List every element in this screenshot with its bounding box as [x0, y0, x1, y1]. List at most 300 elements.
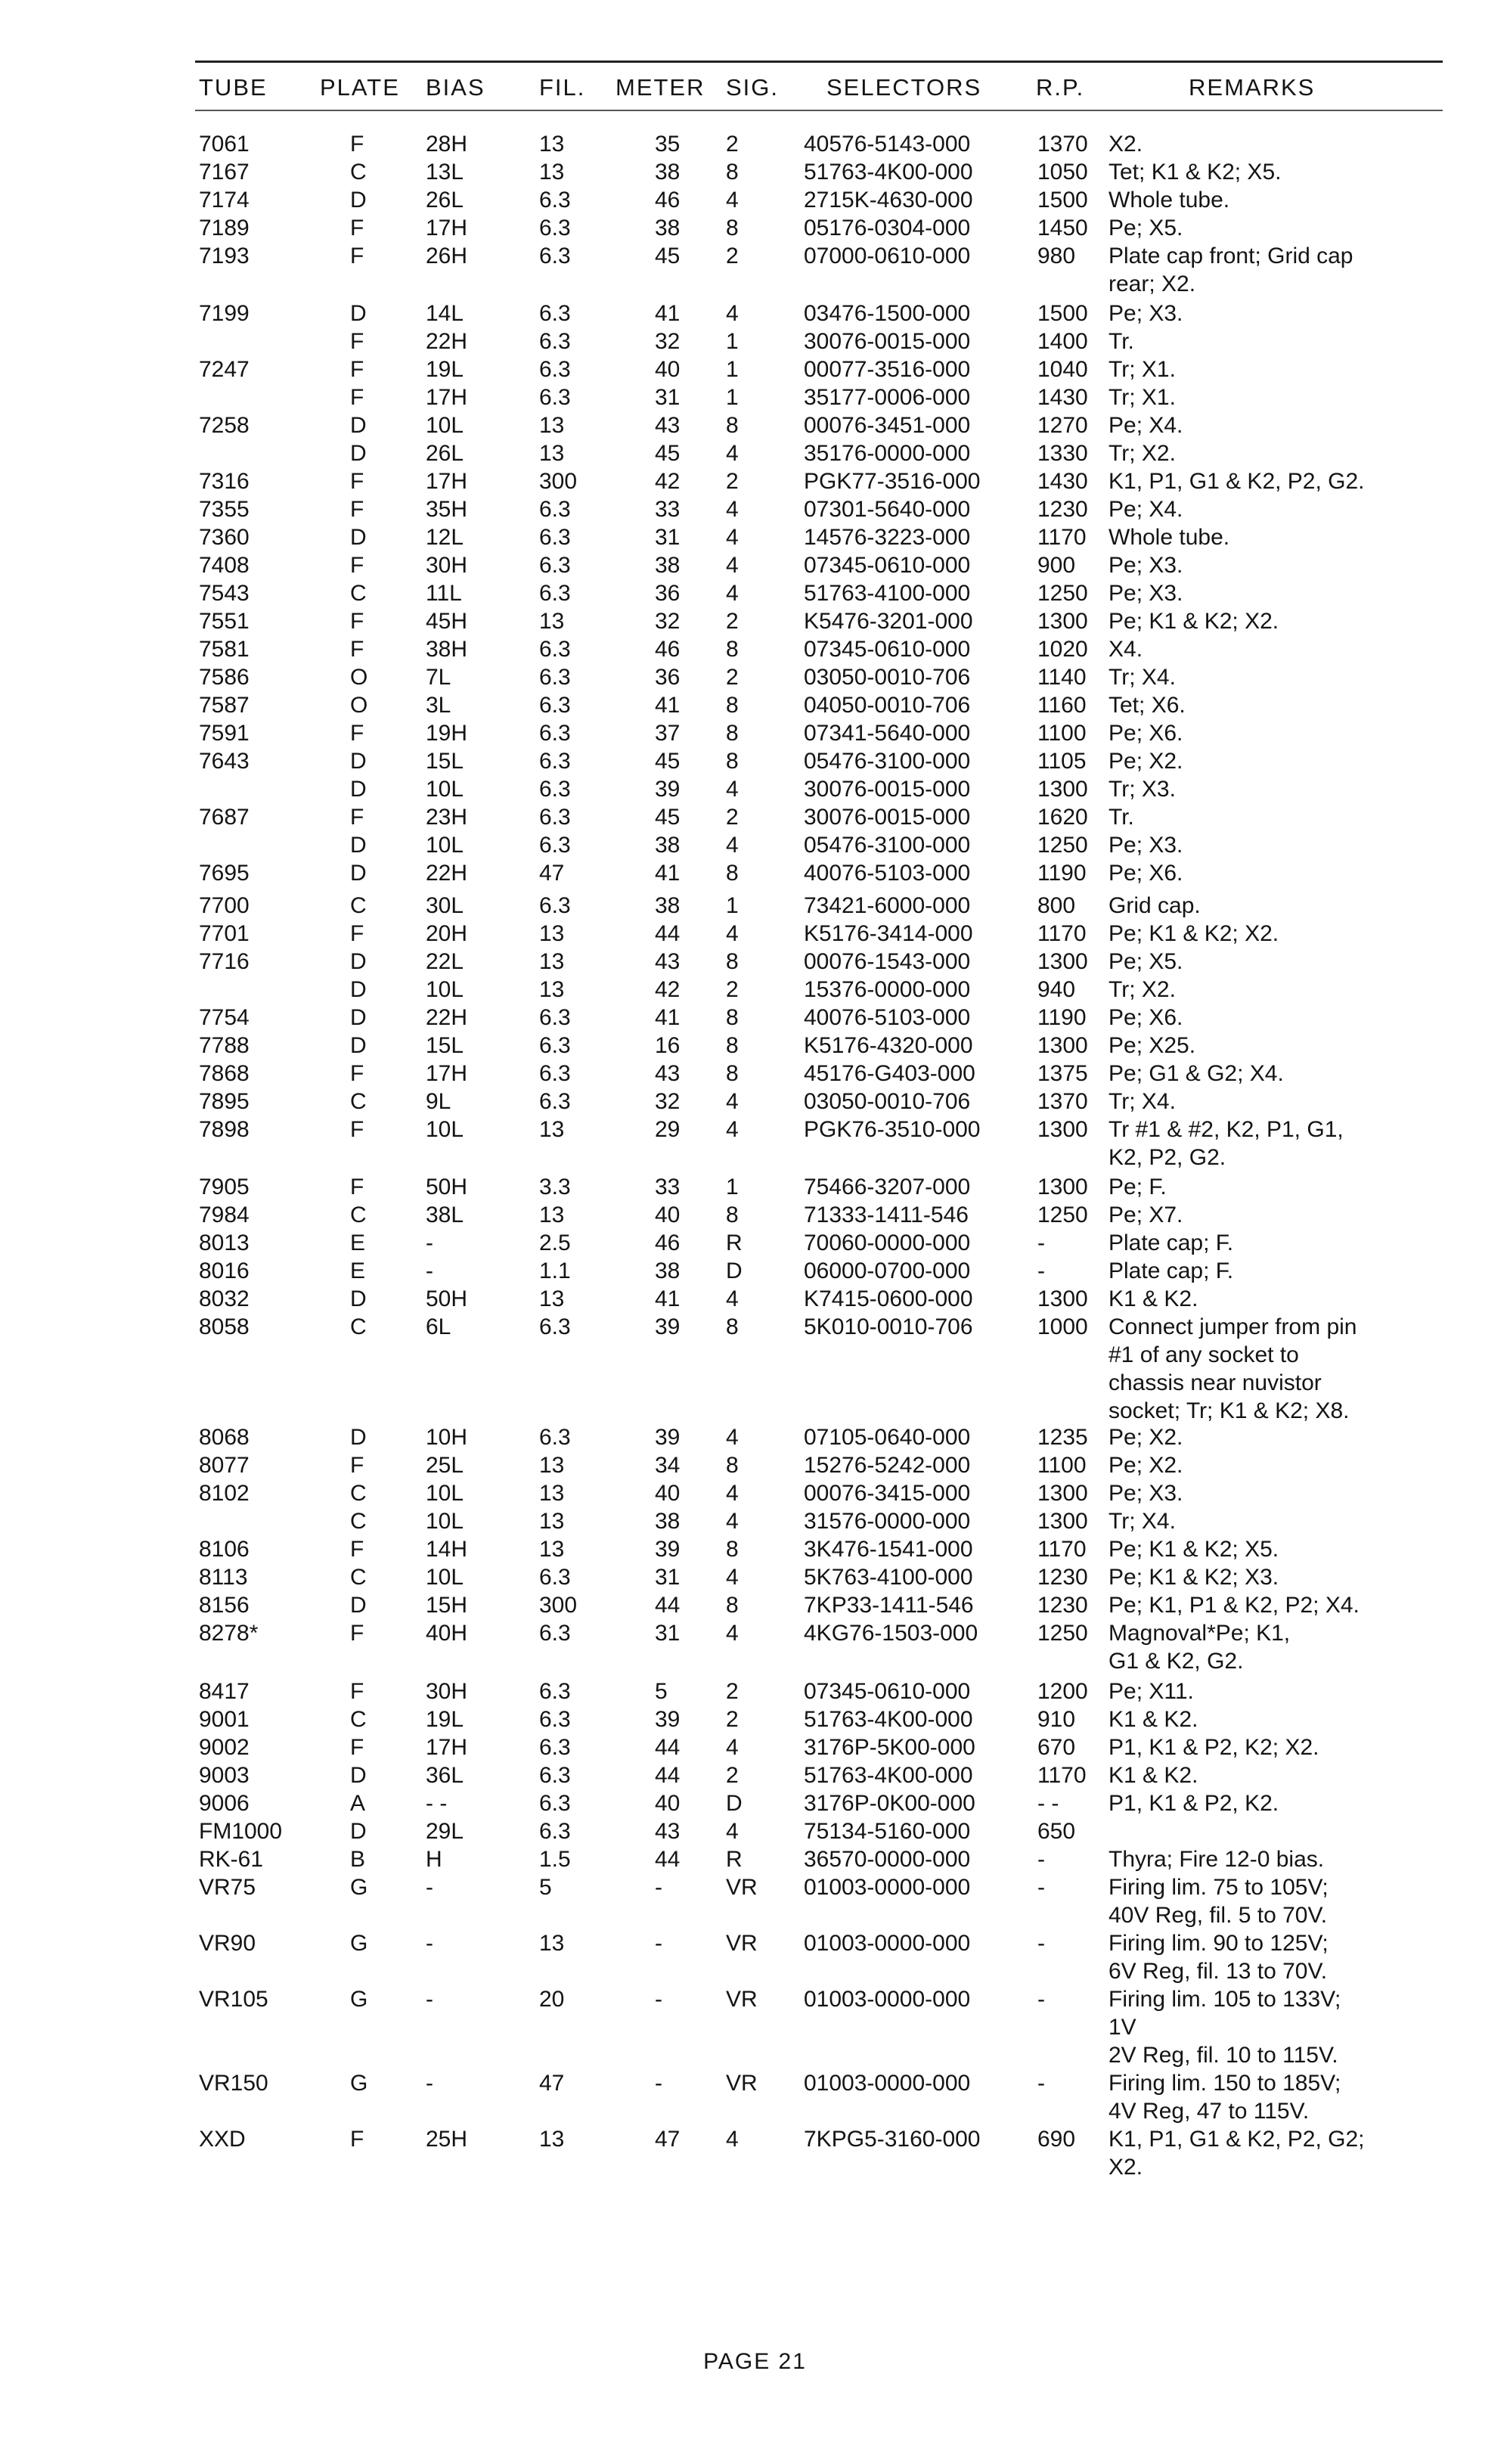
sig-cell: 8: [726, 1005, 739, 1030]
remarks-cell: [1108, 1004, 1183, 1032]
table-row: [0, 467, 1510, 495]
remarks-cell: [1108, 299, 1183, 327]
remarks-line: K1 & K2.: [1108, 1763, 1198, 1788]
meter-cell: 39: [655, 1314, 681, 1339]
tube-cell: 7643: [199, 749, 250, 774]
rp-cell: 1375: [1037, 1061, 1088, 1086]
fil-cell: 300: [539, 1593, 578, 1618]
meter-cell: 44: [655, 1847, 681, 1872]
fil-cell: 6.3: [539, 777, 571, 802]
remarks-line: X2.: [1108, 2155, 1143, 2180]
table-row: [0, 1929, 1510, 1984]
sig-cell: 2: [726, 244, 739, 268]
sig-cell: 8: [726, 216, 739, 241]
meter-cell: 42: [655, 469, 681, 494]
fil-cell: 6.3: [539, 301, 571, 326]
remarks-line: Whole tube.: [1108, 188, 1230, 213]
sig-cell: 8: [726, 1203, 739, 1227]
selectors-cell: 40076-5103-000: [804, 1005, 971, 1030]
sig-cell: 1: [726, 357, 739, 382]
rp-cell: 1300: [1037, 1481, 1088, 1506]
remarks-line: Pe; X5.: [1108, 216, 1183, 241]
remarks-line: 4V Reg, 47 to 115V.: [1108, 2099, 1310, 2124]
table-row: [0, 859, 1510, 887]
fil-cell: 13: [539, 1509, 565, 1534]
column-header-meter: METER: [615, 74, 705, 101]
table-row: [0, 1229, 1510, 1257]
fil-cell: 6.3: [539, 637, 571, 662]
sig-cell: D: [726, 1791, 743, 1816]
bias-cell: 45H: [426, 609, 468, 634]
plate-cell: F: [350, 2127, 364, 2152]
column-header-selectors: SELECTORS: [826, 74, 982, 101]
fil-cell: 3.3: [539, 1175, 571, 1199]
remarks-cell: [1108, 1285, 1198, 1313]
selectors-cell: 07105-0640-000: [804, 1425, 971, 1450]
rp-cell: 1235: [1037, 1425, 1088, 1450]
sig-cell: 4: [726, 1481, 739, 1506]
remarks-cell: [1108, 495, 1183, 523]
fil-cell: 6.3: [539, 1005, 571, 1030]
table-row: [0, 299, 1510, 327]
selectors-cell: 73421-6000-000: [804, 893, 971, 918]
meter-cell: 41: [655, 861, 681, 886]
fil-cell: 6.3: [539, 693, 571, 718]
bias-cell: 10L: [426, 777, 464, 802]
sig-cell: 8: [726, 160, 739, 185]
page-number: PAGE 21: [703, 2349, 807, 2374]
table-row: [0, 214, 1510, 242]
remarks-cell: [1108, 1535, 1279, 1563]
rp-cell: -: [1037, 1875, 1045, 1900]
selectors-cell: 00076-3415-000: [804, 1481, 971, 1506]
tube-cell: 9002: [199, 1735, 250, 1760]
plate-cell: D: [350, 525, 367, 550]
plate-cell: F: [350, 1735, 364, 1760]
remarks-cell: [1108, 1507, 1176, 1535]
rp-cell: 1100: [1037, 1453, 1087, 1478]
meter-cell: 40: [655, 1203, 681, 1227]
table-row: [0, 663, 1510, 691]
table-row: [0, 803, 1510, 831]
meter-cell: 31: [655, 525, 681, 550]
rp-cell: 690: [1037, 2127, 1076, 2152]
plate-cell: D: [350, 777, 367, 802]
rp-cell: 1300: [1037, 1033, 1088, 1058]
sig-cell: 2: [726, 469, 739, 494]
tube-cell: 9006: [199, 1791, 250, 1816]
sig-cell: 2: [726, 665, 739, 690]
selectors-cell: 30076-0015-000: [804, 329, 971, 354]
selectors-cell: 07345-0610-000: [804, 1679, 971, 1704]
meter-cell: 38: [655, 160, 681, 185]
sig-cell: 4: [726, 525, 739, 550]
plate-cell: F: [350, 1621, 364, 1646]
remarks-line: Tr; X1.: [1108, 357, 1176, 382]
selectors-cell: 40076-5103-000: [804, 861, 971, 886]
remarks-cell: [1108, 1257, 1233, 1285]
selectors-cell: 07000-0610-000: [804, 244, 971, 268]
rp-cell: 1190: [1037, 1005, 1087, 1030]
bias-cell: 10L: [426, 833, 464, 858]
remarks-line: Pe; X5.: [1108, 949, 1183, 974]
remarks-line: Tr; X3.: [1108, 777, 1176, 802]
table-row: [0, 551, 1510, 579]
selectors-cell: 15376-0000-000: [804, 977, 971, 1002]
tube-cell: 7701: [199, 921, 250, 946]
tube-cell: 7316: [199, 469, 250, 494]
table-row: [0, 1116, 1510, 1170]
fil-cell: 6.3: [539, 1089, 571, 1114]
rp-cell: 1230: [1037, 1565, 1088, 1590]
table-row: [0, 1705, 1510, 1733]
tube-cell: 7167: [199, 160, 250, 185]
rp-cell: 1200: [1037, 1679, 1088, 1704]
fil-cell: 6.3: [539, 553, 571, 578]
column-header-fil: FIL.: [539, 74, 586, 101]
meter-cell: 38: [655, 216, 681, 241]
sig-cell: 2: [726, 805, 739, 830]
plate-cell: F: [350, 609, 364, 634]
sig-cell: R: [726, 1847, 743, 1872]
plate-cell: D: [350, 1425, 367, 1450]
plate-cell: D: [350, 1819, 367, 1844]
sig-cell: 4: [726, 2127, 739, 2152]
plate-cell: D: [350, 1593, 367, 1618]
sig-cell: 2: [726, 1707, 739, 1732]
rp-cell: -: [1037, 1230, 1045, 1255]
remarks-cell: [1108, 831, 1183, 859]
bias-cell: 22L: [426, 949, 464, 974]
meter-cell: 38: [655, 1258, 681, 1283]
plate-cell: F: [350, 132, 364, 157]
table-row: [0, 691, 1510, 719]
table-row: [0, 1985, 1510, 2068]
meter-cell: 32: [655, 329, 681, 354]
tube-cell: VR150: [199, 2071, 268, 2096]
selectors-cell: K5476-3201-000: [804, 609, 973, 634]
selectors-cell: 3K476-1541-000: [804, 1537, 973, 1562]
selectors-cell: 5K763-4100-000: [804, 1565, 973, 1590]
table-row: [0, 976, 1510, 1004]
sig-cell: VR: [726, 1987, 758, 2012]
sig-cell: 8: [726, 1061, 739, 1086]
rp-cell: 1140: [1037, 665, 1087, 690]
bias-cell: 17H: [426, 469, 468, 494]
remarks-line: Plate cap; F.: [1108, 1258, 1234, 1283]
plate-cell: G: [350, 1875, 368, 1900]
plate-cell: F: [350, 921, 364, 946]
bias-cell: 15L: [426, 749, 464, 774]
meter-cell: 39: [655, 1425, 681, 1450]
remarks-cell: [1108, 327, 1134, 355]
rp-cell: 650: [1037, 1819, 1076, 1844]
meter-cell: 31: [655, 385, 681, 410]
rp-cell: 1370: [1037, 132, 1088, 157]
rp-cell: 1170: [1037, 921, 1087, 946]
fil-cell: 6.3: [539, 1565, 571, 1590]
bias-cell: -: [426, 1258, 433, 1283]
sig-cell: 4: [726, 1621, 739, 1646]
meter-cell: -: [655, 1987, 662, 2012]
plate-cell: F: [350, 1537, 364, 1562]
meter-cell: 31: [655, 1565, 681, 1590]
remarks-cell: [1108, 1229, 1233, 1257]
tube-cell: 7355: [199, 497, 250, 522]
fil-cell: 6.3: [539, 1314, 571, 1339]
rp-cell: 1370: [1037, 1089, 1088, 1114]
tube-cell: VR105: [199, 1987, 268, 2012]
remarks-line: K1 & K2.: [1108, 1707, 1198, 1732]
remarks-line: Pe; K1 & K2; X2.: [1108, 609, 1279, 634]
bias-cell: -: [426, 1875, 433, 1900]
sig-cell: 4: [726, 497, 739, 522]
remarks-cell: [1108, 1705, 1198, 1733]
plate-cell: F: [350, 721, 364, 746]
remarks-line: Pe; X11.: [1108, 1679, 1194, 1704]
bias-cell: 10L: [426, 977, 464, 1002]
rp-cell: 1250: [1037, 833, 1088, 858]
remarks-cell: [1108, 1873, 1329, 1929]
meter-cell: 44: [655, 1763, 681, 1788]
rp-cell: -: [1037, 1258, 1045, 1283]
sig-cell: 4: [726, 301, 739, 326]
tube-cell: 7716: [199, 949, 250, 974]
plate-cell: F: [350, 244, 364, 268]
meter-cell: 39: [655, 777, 681, 802]
fil-cell: 13: [539, 1453, 565, 1478]
remarks-line: Plate cap; F.: [1108, 1230, 1234, 1255]
fil-cell: 6.3: [539, 244, 571, 268]
bias-cell: 26L: [426, 188, 464, 213]
selectors-cell: 51763-4K00-000: [804, 160, 973, 185]
remarks-line: Tr; X2.: [1108, 441, 1176, 466]
meter-cell: 32: [655, 1089, 681, 1114]
selectors-cell: 01003-0000-000: [804, 1987, 971, 2012]
table-row: [0, 1873, 1510, 1928]
selectors-cell: PGK77-3516-000: [804, 469, 981, 494]
remarks-line: Pe; K1, P1 & K2, P2; X4.: [1108, 1593, 1360, 1618]
bias-cell: 19L: [426, 357, 464, 382]
meter-cell: 43: [655, 949, 681, 974]
fil-cell: 6.3: [539, 721, 571, 746]
remarks-cell: [1108, 1313, 1357, 1425]
remarks-cell: [1108, 920, 1279, 948]
tube-cell: 7581: [199, 637, 250, 662]
plate-cell: D: [350, 1005, 367, 1030]
plate-cell: C: [350, 1565, 367, 1590]
remarks-line: Pe; F.: [1108, 1175, 1167, 1199]
tube-cell: 7695: [199, 861, 250, 886]
table-row: [0, 1479, 1510, 1507]
fil-cell: 6.3: [539, 188, 571, 213]
plate-cell: F: [350, 1453, 364, 1478]
bias-cell: -: [426, 1931, 433, 1956]
meter-cell: 45: [655, 805, 681, 830]
fil-cell: 6.3: [539, 1735, 571, 1760]
plate-cell: D: [350, 1033, 367, 1058]
sig-cell: 4: [726, 921, 739, 946]
bias-cell: 23H: [426, 805, 468, 830]
selectors-cell: 75466-3207-000: [804, 1175, 971, 1199]
fil-cell: 300: [539, 469, 578, 494]
plate-cell: C: [350, 1707, 367, 1732]
plate-cell: D: [350, 413, 367, 438]
plate-cell: O: [350, 665, 368, 690]
rp-cell: 900: [1037, 553, 1076, 578]
fil-cell: 2.5: [539, 1230, 571, 1255]
plate-cell: B: [350, 1847, 366, 1872]
plate-cell: C: [350, 1481, 367, 1506]
table-row: [0, 523, 1510, 551]
remarks-line: X2.: [1108, 132, 1143, 157]
rp-cell: 1170: [1037, 1537, 1087, 1562]
tube-cell: 8278*: [199, 1621, 259, 1646]
sig-cell: 4: [726, 441, 739, 466]
sig-cell: 8: [726, 693, 739, 718]
selectors-cell: 40576-5143-000: [804, 132, 971, 157]
sig-cell: 1: [726, 385, 739, 410]
remarks-line: Pe; X4.: [1108, 497, 1183, 522]
rp-cell: 980: [1037, 244, 1076, 268]
bias-cell: 7L: [426, 665, 451, 690]
rp-cell: 1105: [1037, 749, 1087, 774]
meter-cell: 45: [655, 441, 681, 466]
selectors-cell: 30076-0015-000: [804, 805, 971, 830]
fil-cell: 6.3: [539, 357, 571, 382]
rp-cell: 1430: [1037, 385, 1088, 410]
bias-cell: 22H: [426, 329, 468, 354]
remarks-cell: [1108, 607, 1279, 635]
remarks-line: #1 of any socket to: [1108, 1342, 1299, 1367]
table-row: [0, 1032, 1510, 1060]
remarks-line: K1, P1, G1 & K2, P2, G2;: [1108, 2127, 1365, 2152]
meter-cell: 39: [655, 1707, 681, 1732]
remarks-line: Pe; X6.: [1108, 861, 1183, 886]
rp-cell: 1170: [1037, 525, 1087, 550]
tube-cell: 8102: [199, 1481, 250, 1506]
meter-cell: 33: [655, 1175, 681, 1199]
tube-cell: 9001: [199, 1707, 250, 1732]
fil-cell: 5: [539, 1875, 552, 1900]
remarks-line: Tr; X1.: [1108, 385, 1176, 410]
tube-cell: 7905: [199, 1175, 250, 1199]
table-row: [0, 1004, 1510, 1032]
fil-cell: 6.3: [539, 329, 571, 354]
remarks-line: 6V Reg, fil. 13 to 70V.: [1108, 1959, 1328, 1984]
remarks-line: Pe; G1 & G2; X4.: [1108, 1061, 1284, 1086]
header-bottom-rule: [195, 110, 1443, 111]
meter-cell: 43: [655, 1819, 681, 1844]
sig-cell: 8: [726, 949, 739, 974]
sig-cell: 2: [726, 132, 739, 157]
table-row: [0, 1451, 1510, 1479]
table-row: [0, 242, 1510, 296]
fil-cell: 6.3: [539, 1621, 571, 1646]
bias-cell: 17H: [426, 1061, 468, 1086]
remarks-line: Pe; K1 & K2; X2.: [1108, 921, 1279, 946]
remarks-line: G1 & K2, G2.: [1108, 1649, 1244, 1674]
remarks-cell: [1108, 439, 1176, 467]
selectors-cell: 07345-0610-000: [804, 637, 971, 662]
fil-cell: 47: [539, 861, 565, 886]
remarks-cell: [1108, 1563, 1279, 1591]
selectors-cell: 35176-0000-000: [804, 441, 971, 466]
meter-cell: 44: [655, 1735, 681, 1760]
fil-cell: 6.3: [539, 1707, 571, 1732]
table-row: [0, 775, 1510, 803]
meter-cell: 37: [655, 721, 681, 746]
tube-cell: 7700: [199, 893, 250, 918]
selectors-cell: 7KP33-1411-546: [804, 1593, 974, 1618]
bias-cell: 50H: [426, 1175, 468, 1199]
remarks-line: 1V: [1108, 2015, 1136, 2040]
fil-cell: 6.3: [539, 749, 571, 774]
table-row: [0, 130, 1510, 158]
rp-cell: 1300: [1037, 1286, 1088, 1311]
remarks-line: Tr.: [1108, 805, 1134, 830]
tube-cell: 7199: [199, 301, 250, 326]
table-row: [0, 1845, 1510, 1873]
rp-cell: 1620: [1037, 805, 1088, 830]
tube-cell: 7543: [199, 581, 250, 606]
plate-cell: O: [350, 693, 368, 718]
tube-cell: 7189: [199, 216, 250, 241]
remarks-line: Pe; X3.: [1108, 1481, 1183, 1506]
plate-cell: C: [350, 1089, 367, 1114]
sig-cell: 2: [726, 977, 739, 1002]
bias-cell: 19H: [426, 721, 468, 746]
fil-cell: 13: [539, 1203, 565, 1227]
meter-cell: 40: [655, 1791, 681, 1816]
remarks-line: K1, P1, G1 & K2, P2, G2.: [1108, 469, 1365, 494]
rp-cell: 1050: [1037, 160, 1088, 185]
remarks-line: Firing lim. 105 to 133V;: [1108, 1987, 1341, 2012]
remarks-line: Pe; X6.: [1108, 1005, 1183, 1030]
plate-cell: C: [350, 160, 367, 185]
fil-cell: 6.3: [539, 1763, 571, 1788]
selectors-cell: 51763-4K00-000: [804, 1763, 973, 1788]
remarks-cell: [1108, 1032, 1195, 1060]
tube-cell: 8156: [199, 1593, 250, 1618]
remarks-line: K1 & K2.: [1108, 1286, 1198, 1311]
fil-cell: 6.3: [539, 1679, 571, 1704]
meter-cell: 41: [655, 1286, 681, 1311]
meter-cell: 35: [655, 132, 681, 157]
meter-cell: 34: [655, 1453, 681, 1478]
bias-cell: 17H: [426, 1735, 468, 1760]
meter-cell: -: [655, 1931, 662, 1956]
selectors-cell: 71333-1411-546: [804, 1203, 969, 1227]
table-row: [0, 1088, 1510, 1116]
fil-cell: 13: [539, 921, 565, 946]
table-row: [0, 1591, 1510, 1619]
fil-cell: 13: [539, 1537, 565, 1562]
tube-cell: VR75: [199, 1875, 256, 1900]
rp-cell: 1300: [1037, 1175, 1088, 1199]
meter-cell: 38: [655, 833, 681, 858]
sig-cell: VR: [726, 1875, 758, 1900]
tube-cell: 7687: [199, 805, 250, 830]
fil-cell: 13: [539, 160, 565, 185]
selectors-cell: 4KG76-1503-000: [804, 1621, 978, 1646]
plate-cell: C: [350, 1314, 367, 1339]
table-row: [0, 1733, 1510, 1761]
sig-cell: 1: [726, 893, 739, 918]
bias-cell: 30L: [426, 893, 464, 918]
tube-cell: 7587: [199, 693, 250, 718]
sig-cell: 8: [726, 1033, 739, 1058]
